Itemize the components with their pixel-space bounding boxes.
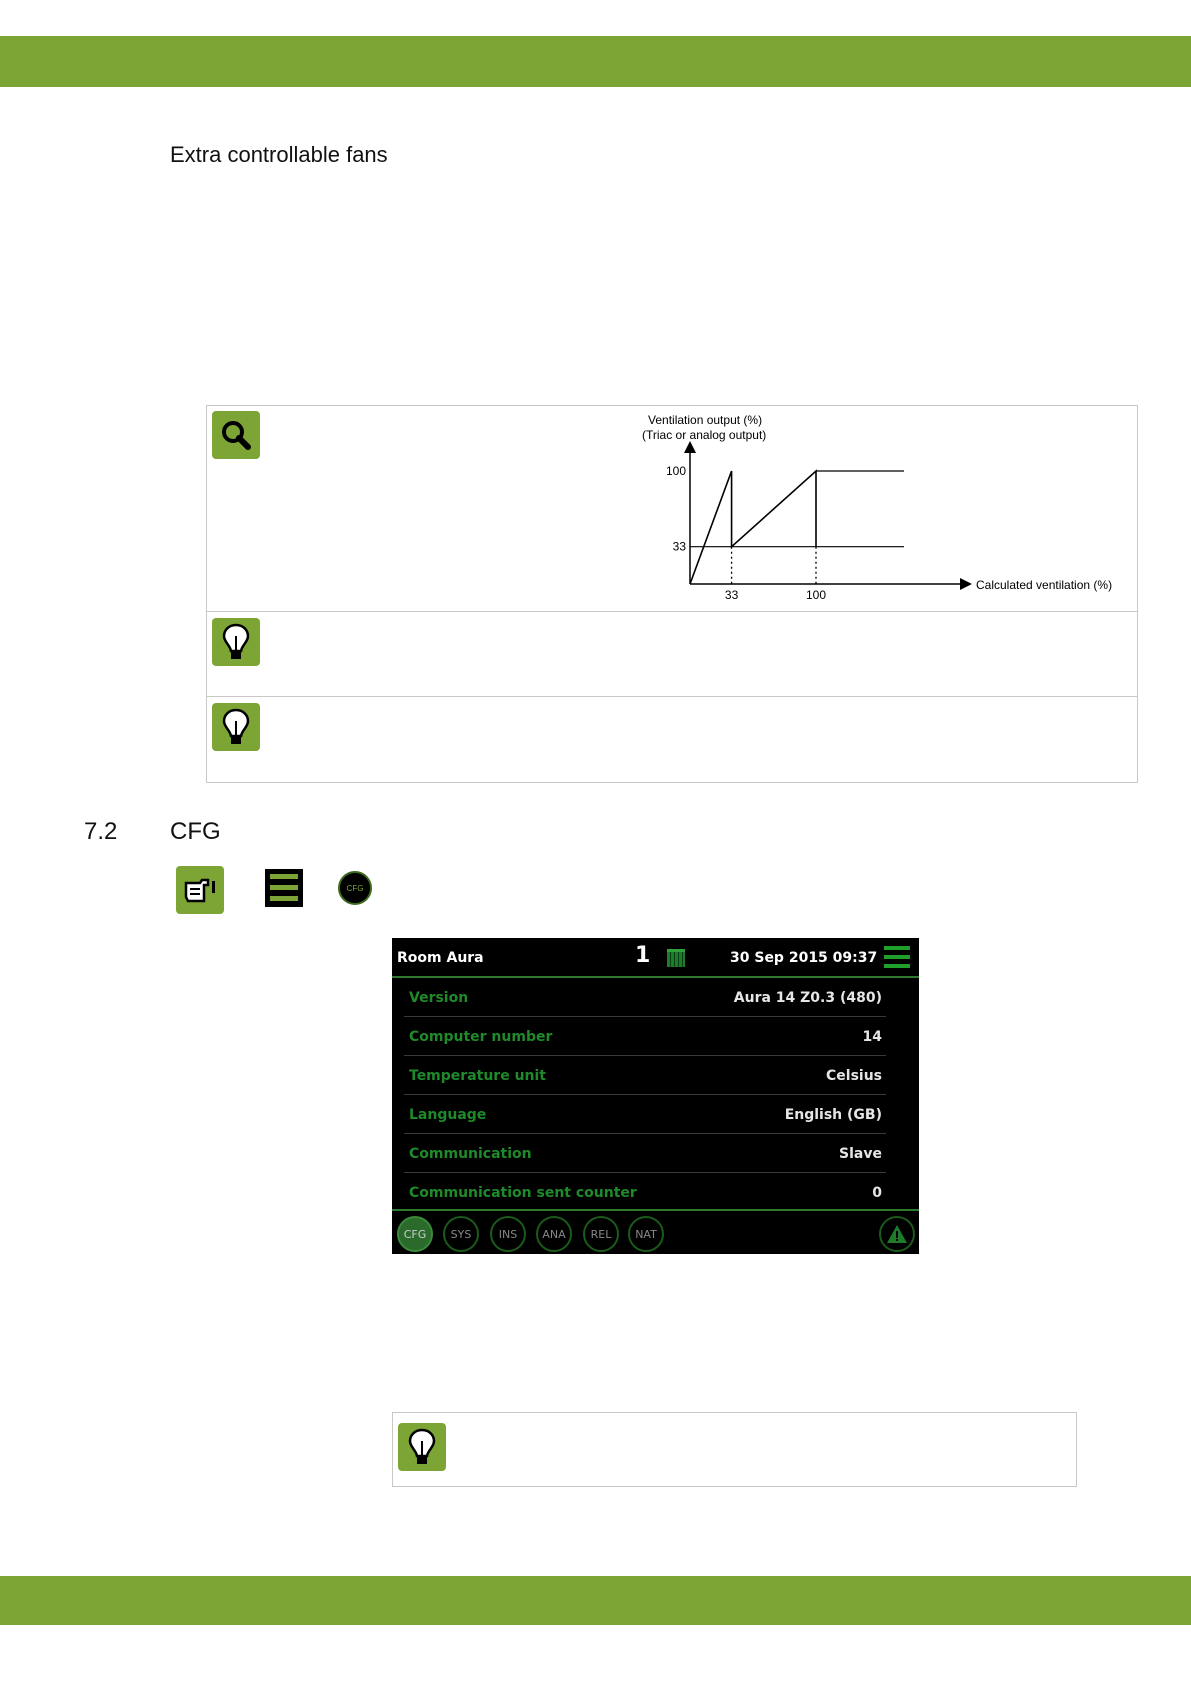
tab-ins[interactable]: INS	[490, 1216, 526, 1252]
tab-sys[interactable]: SYS	[443, 1216, 479, 1252]
room-name: Room Aura	[397, 950, 484, 966]
warning-icon[interactable]	[879, 1216, 915, 1252]
tip-row-1	[207, 611, 1137, 696]
setting-row-temperature-unit[interactable]	[404, 1056, 886, 1095]
setting-row-communication[interactable]	[404, 1134, 886, 1173]
chart-ylabel-2: (Triac or analog output)	[642, 428, 767, 442]
ventilation-chart	[630, 405, 1130, 610]
magnifier-icon	[212, 411, 260, 459]
lightbulb-icon	[212, 703, 260, 751]
setting-value: English (GB)	[784, 1107, 882, 1123]
controller-screen	[392, 938, 919, 1254]
pointing-hand-icon	[176, 866, 224, 914]
lightbulb-icon	[398, 1423, 446, 1471]
cfg-button-icon: CFG	[338, 871, 372, 905]
chart-ylabel: Ventilation output (%)	[648, 413, 763, 427]
section-title: CFG	[170, 818, 221, 845]
room-number: 1	[635, 943, 651, 968]
setting-row-communication-sent-counter[interactable]	[404, 1173, 886, 1211]
menu-icon	[265, 869, 303, 907]
section-number: 7.2	[84, 818, 118, 845]
setting-value: 14	[862, 1029, 882, 1045]
setting-label: Communication	[409, 1146, 532, 1162]
bottom-color-band	[0, 1576, 1191, 1625]
tip-box-bottom	[392, 1412, 1077, 1487]
chart-xlabel: Calculated ventilation (%)	[976, 578, 1113, 592]
tab-rel[interactable]: REL	[583, 1216, 619, 1252]
y-tick-label: 100	[665, 464, 686, 478]
settings-list	[404, 978, 886, 1211]
setting-label: Communication sent counter	[409, 1185, 637, 1201]
setting-value: Slave	[839, 1146, 882, 1162]
setting-label: Temperature unit	[409, 1068, 546, 1084]
x-tick-label: 33	[724, 588, 739, 602]
calendar-icon[interactable]	[667, 949, 685, 967]
setting-label: Computer number	[409, 1029, 553, 1045]
setting-label: Version	[409, 990, 469, 1006]
setting-row-computer-number[interactable]	[404, 1017, 886, 1056]
tab-nat[interactable]: NAT	[628, 1216, 664, 1252]
setting-value: 0	[872, 1185, 882, 1201]
screen-header	[392, 938, 919, 978]
setting-value: Celsius	[826, 1068, 882, 1084]
tip-row-2	[207, 696, 1137, 781]
subsection-heading: Extra controllable fans	[170, 142, 388, 167]
series-line	[690, 471, 816, 584]
tab-ana[interactable]: ANA	[536, 1216, 572, 1252]
setting-value: Aura 14 Z0.3 (480)	[733, 990, 882, 1006]
setting-row-language[interactable]	[404, 1095, 886, 1134]
setting-row-version[interactable]	[404, 978, 886, 1017]
screen-tab-bar	[392, 1209, 919, 1256]
top-color-band	[0, 36, 1191, 87]
lightbulb-icon	[212, 618, 260, 666]
hamburger-menu-icon[interactable]	[884, 946, 910, 968]
tab-cfg[interactable]: CFG	[397, 1216, 433, 1252]
y-tick-label: 33	[672, 539, 686, 554]
datetime: 30 Sep 2015 09:37	[730, 950, 878, 966]
x-tick-label: 100	[805, 588, 827, 602]
setting-label: Language	[409, 1107, 487, 1123]
